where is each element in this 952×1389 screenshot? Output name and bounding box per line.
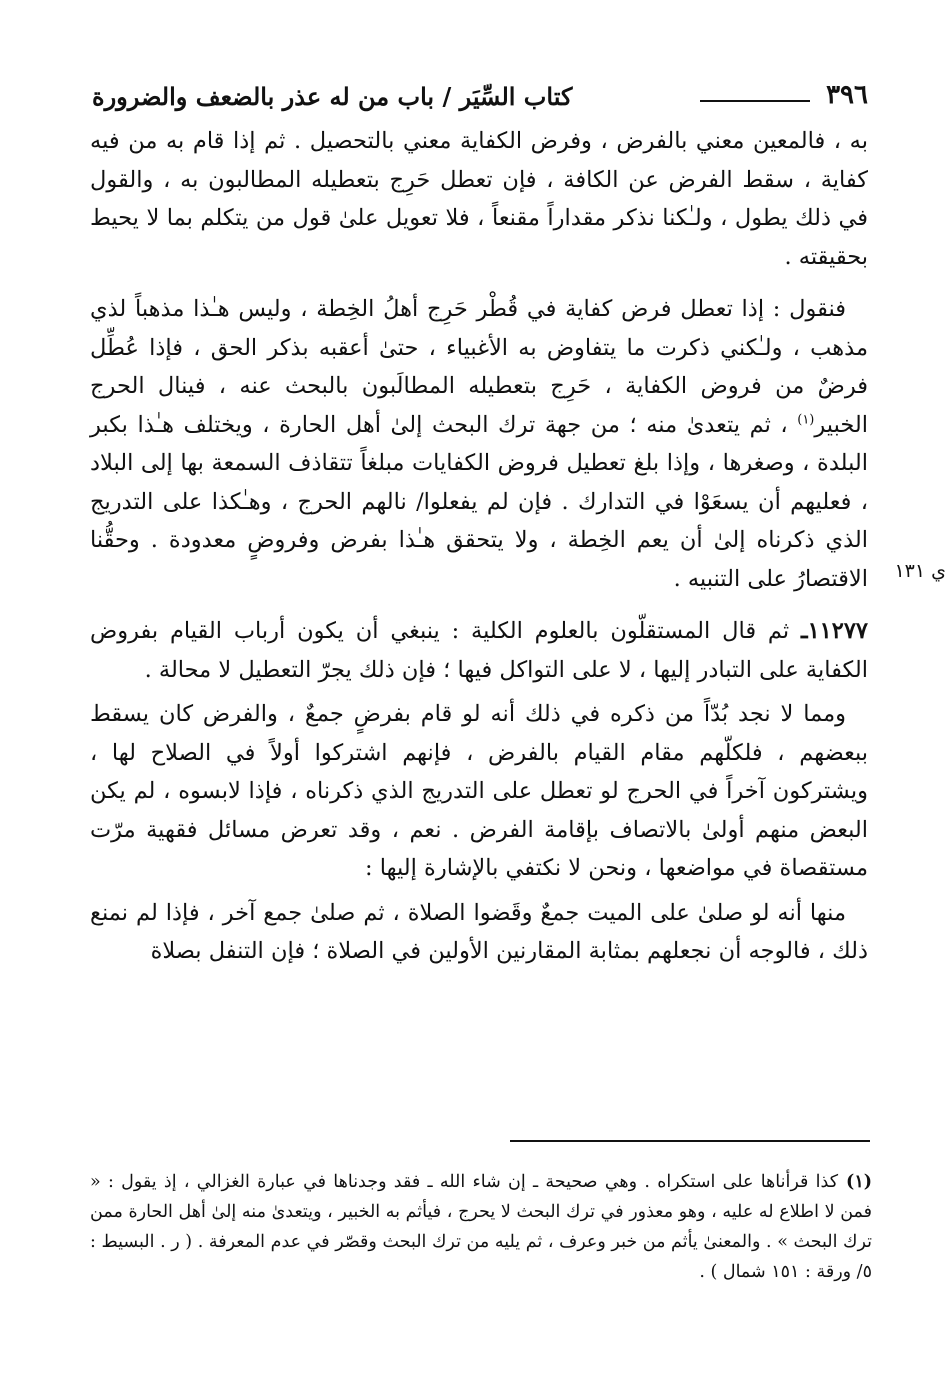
footnote-number: (١) — [846, 1172, 873, 1192]
main-text — [90, 122, 868, 971]
paragraph-5: منها أنه لو صلىٰ على الميت جمعٌ وقَضوا الصلاة ، ثم صلىٰ جمع آخر ، فإذا لم نمنع ذلك ، فالوجه أن نجعلهم بمثابة المقارنين الأولين في الصلاة ؛ فإن التنفل بصلاة — [90, 899, 868, 964]
paragraph-1: به ، فالمعين معني بالفرض ، وفرض الكفاية معني بالتحصيل . ثم إذا قام به من فيه كفاية ، سقط الفرض عن الكافة ، فإن تعطل حَرِج بتعطيله المطالبون به ، والقول في ذلك يطول ، ولـٰكنا نذكر مقداراً مقنعاً ، فلا تعويل علىٰ قول من يتكلم بما لا يحيط بحقيقته . — [90, 128, 868, 270]
paragraph-3 — [90, 612, 868, 689]
paragraph-2 — [90, 290, 868, 598]
paragraph-2-part-a: فنقول : إذا تعطل فرض كفاية في قُطْر حَرِج أهلُ الخِطة ، وليس هـٰذا مذهباً لذي مذهب ، ولـٰكني ذكرت ما يتفاوض به الأغبياء ، حتىٰ أعقبه بذكر الحق ، فإذا عُطِّل فرضٌ من فروض الكفاية ، حَرِج بتعطيله المطالَبون بالبحث عنه ، فينال الحرج الخبير — [90, 296, 868, 438]
footnote-reference: (١) — [797, 412, 815, 427]
paragraph-4: ومما لا نجد بُدّاً من ذكره في ذلك أنه لو قام بفرضٍ جمعٌ ، والفرض كان يسقط ببعضهم ، فلكلّهم مقام القيام بالفرض ، فإنهم اشتركوا أولاً في الصلاح لها ، ويشتركون آخراً في الحرج لو تعطل على التدريج الذي ذكرناه ، فإذا لابسوه ، لم يكن البعض منهم أولىٰ بالاتصاف بإقامة الفرض . نعم ، وقد تعرض مسائل فقهية مرّت مستقصاة في مواضعها ، ونحن لا نكتفي بالإشارة إليها : — [90, 701, 868, 881]
section-number: ١١٢٧٧ـ — [800, 618, 868, 644]
footnote-text: كذا قرأناها على استكراه . وهي صحيحة ـ إن شاء الله ـ فقد وجدناها في عبارة الغزالي ، إذ يقول : « فمن لا اطلاع له عليه ، وهو معذور في ترك البحث لا يحرج ، فيأثم به الخبير ، ويتعدىٰ منه إلىٰ أهل الحارة ممن ترك البحث » . والمعنىٰ يأثم من خبر وعرف ، ثم يليه من ترك البحث وقصّر في عدم المعرفة . ( ر . البسيط : ٥/ ورقة : ١٥١ شمال ) . — [90, 1172, 872, 1282]
margin-reference: ي ١٣١ — [894, 560, 946, 582]
page-header — [92, 80, 868, 124]
paragraph-3-text: ثم قال المستقلّون بالعلوم الكلية : ينبغي أن يكون أرباب القيام بفروض الكفاية على التبادر إليها ، لا على التواكل فيها ؛ فإن ذلك يجرّ التعطيل لا محالة . — [90, 618, 868, 683]
paragraph-2-part-b: ، ثم يتعدىٰ منه ؛ من جهة ترك البحث إلىٰ أهل الحارة ، ويختلف هـٰذا بكبر البلدة ، وصغرها ، وإذا بلغ تعطيل فروض الكفايات مبلغاً تتقاذف السمعة بها إلى البلاد ، فعليهم أن يسعَوْا في التدارك . فإن لم يفعلوا/ نالهم الحرج ، وهـٰكذا على التدريج الذي ذكرناه إلىٰ أن يعم الخِطة ، ولا يتحقق هـٰذا بفرض وفروضٍ معدودة . وحقُّنا الاقتصارُ على التنبيه . — [90, 411, 868, 592]
footnote-1 — [90, 1167, 872, 1287]
footnote-rule — [510, 1140, 870, 1142]
footnotes — [90, 1167, 872, 1287]
page-number: ٣٩٦ — [826, 80, 868, 110]
header-rule — [700, 100, 810, 102]
running-title: كتاب السِّيَر / باب من له عذر بالضعف والضرورة — [92, 82, 573, 111]
